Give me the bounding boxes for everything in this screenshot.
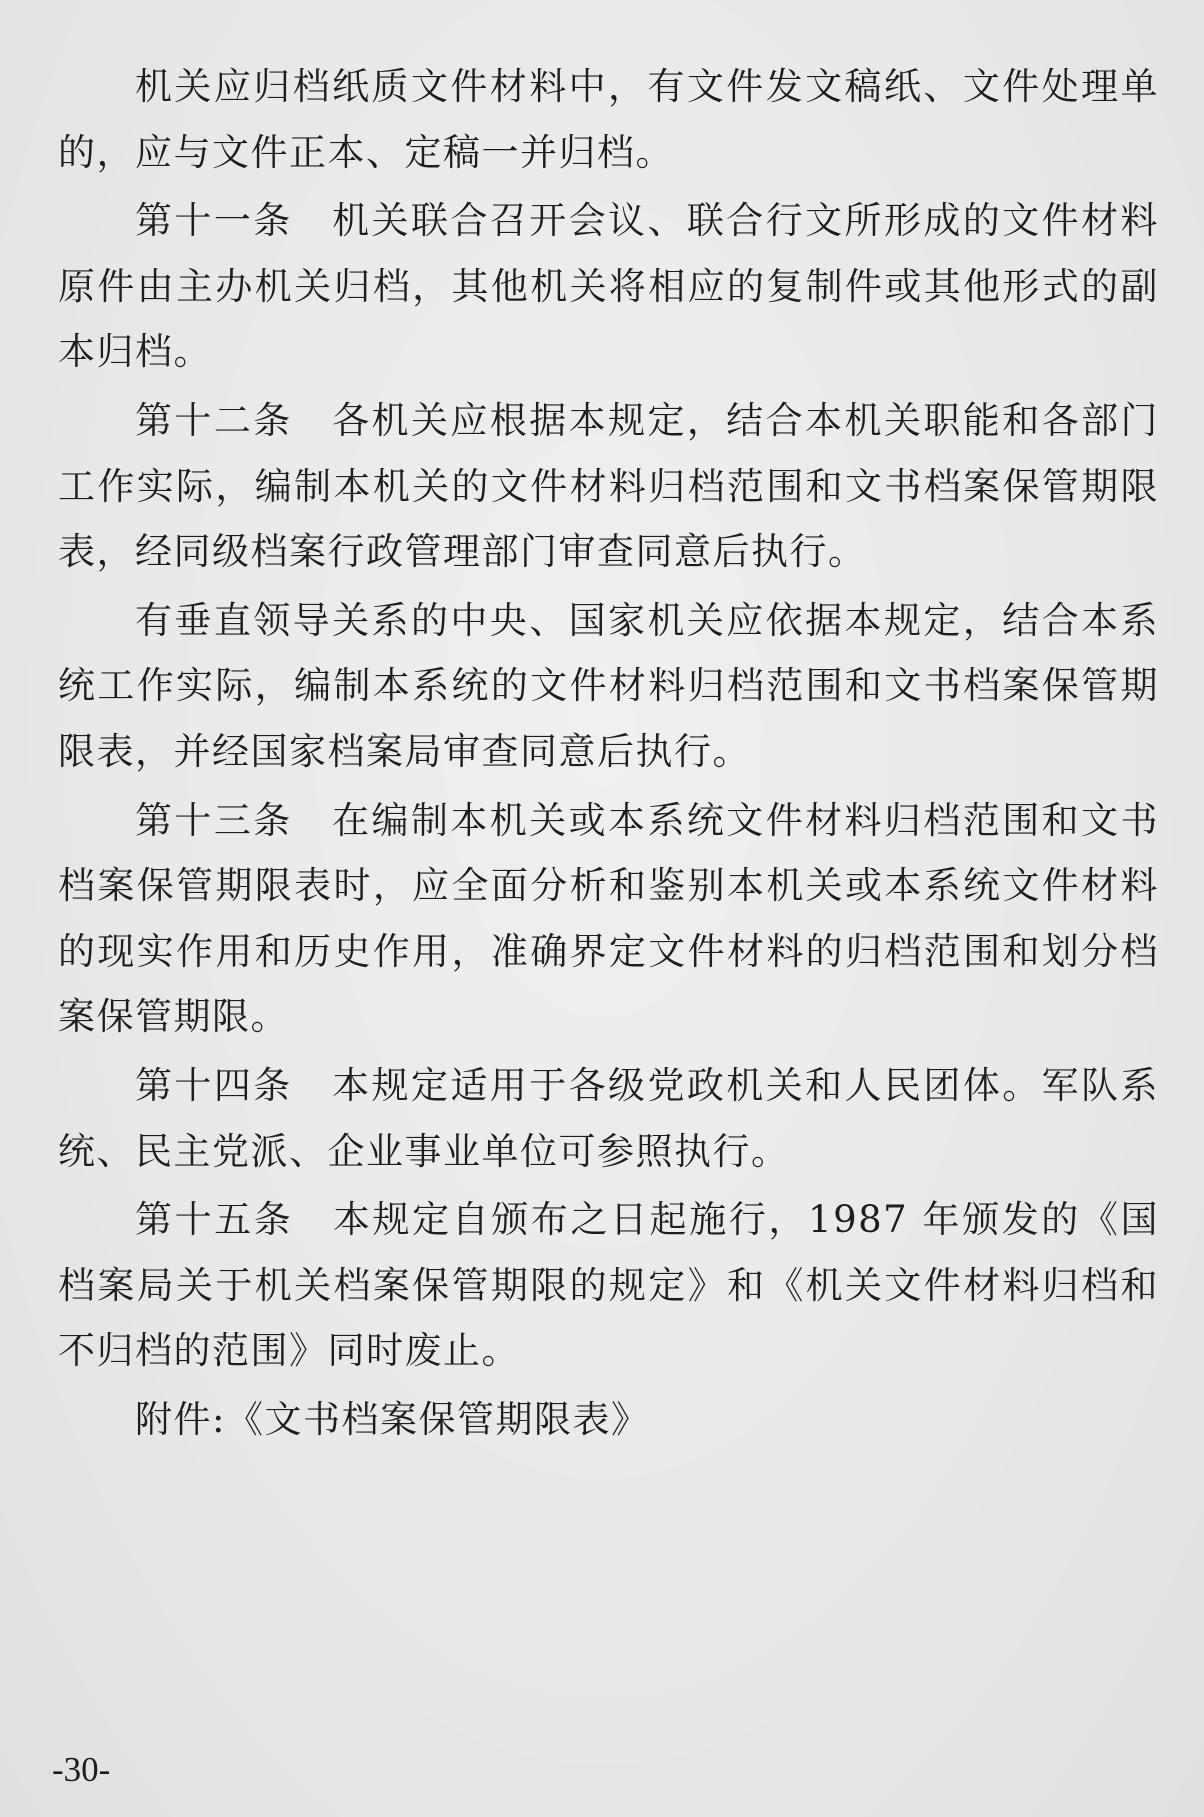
paragraph-continuation [58,54,1159,185]
text-line: 的，应与文件正本、定稿一并归档。 [58,130,674,174]
text-line: 不归档的范围》同时废止。 [58,1329,520,1373]
article-12-paragraph [58,388,1159,585]
text-line: 工作实际，编制本机关的文件材料归档范围和文书档案保管期限 [58,464,1159,508]
body-text [58,54,1159,1452]
text-line: 有垂直领导关系的中央、国家机关应依据本规定，结合本系 [135,598,1159,642]
text-line: 第十二条 各机关应根据本规定，结合本机关职能和各部门 [135,398,1159,442]
text-line: 第十五条 本规定自颁布之日起施行，1987 年颁发的《国 [135,1198,1159,1242]
text-line: 原件由主办机关归档，其他机关将相应的复制件或其他形式的副 [58,264,1159,308]
text-line: 本归档。 [58,330,212,374]
text-line: 案保管期限。 [58,995,289,1039]
text-line: 的现实作用和历史作用，准确界定文件材料的归档范围和划分档 [58,929,1159,973]
text-line: 表，经同级档案行政管理部门审查同意后执行。 [58,530,867,574]
text-line: 第十三条 在编制本机关或本系统文件材料归档范围和文书 [135,798,1159,842]
text-line: 档案局关于机关档案保管期限的规定》和《机关文件材料归档和 [58,1263,1159,1307]
text-line: 限表，并经国家档案局审查同意后执行。 [58,729,751,773]
text-line: 附件:《文书档案保管期限表》 [135,1397,650,1441]
text-line: 第十四条 本规定适用于各级党政机关和人民团体。军队系 [135,1063,1159,1107]
article-11-paragraph [58,188,1159,385]
page-number: -30- [52,1750,111,1789]
text-line: 统、民主党派、企业事业单位可参照执行。 [58,1129,790,1173]
text-line: 机关应归档纸质文件材料中，有文件发文稿纸、文件处理单 [135,65,1159,108]
article-15-paragraph [58,1187,1159,1384]
article-13-paragraph [58,788,1159,1050]
text-line: 第十一条 机关联合召开会议、联合行文所形成的文件材料 [135,199,1159,243]
text-line: 档案保管期限表时，应全面分析和鉴别本机关或本系统文件材料 [58,864,1159,908]
text-line: 统工作实际，编制本系统的文件材料归档范围和文书档案保管期 [58,664,1159,708]
article-12-clause-2-paragraph [58,588,1159,785]
attachment-paragraph [58,1387,1159,1453]
article-14-paragraph [58,1053,1159,1184]
